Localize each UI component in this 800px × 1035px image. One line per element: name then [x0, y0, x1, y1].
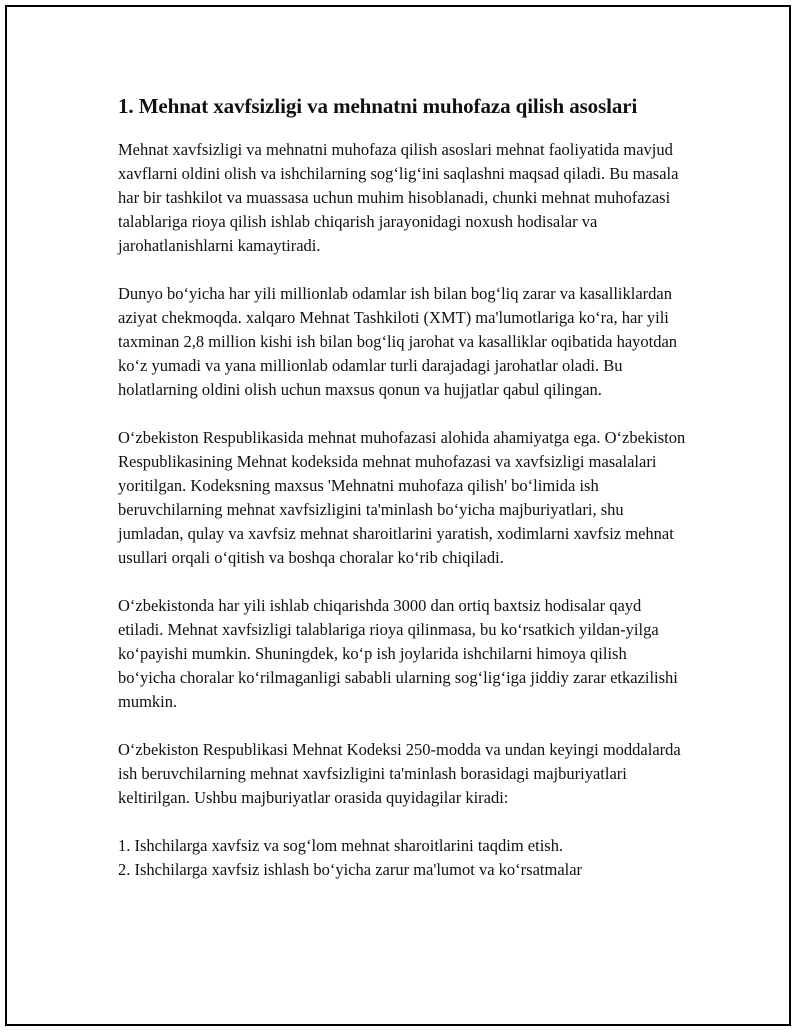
paragraph-world-statistics: Dunyo bo‘yicha har yili millionlab odamlar ish bilan bog‘liq zarar va kasalliklardan aziyat chekmoqda. xalqaro Mehnat Tashkiloti (XMT) ma'lumotlariga ko‘ra, har yili taxminan 2,8 million kishi ish bilan bog‘liq jarohat va kasalliklar oqibatida hayotdan ko‘z yumadi va yana millionlab odamlar turli darajadagi jarohatlar oladi. Bu holatlarning oldini olish uchun maxsus qonun va hujjatlar qabul qilingan. — [118, 284, 678, 399]
section-heading: 1. Mehnat xavfsizligi va mehnatni muhofaza qilish asoslari — [118, 94, 638, 118]
paragraph-intro: Mehnat xavfsizligi va mehnatni muhofaza qilish asoslari mehnat faoliyatida mavjud xavflarni oldini olish va ishchilarning sog‘lig‘ini saqlashni maqsad qiladi. Bu masala har bir tashkilot va muassasa uchun muhim hisoblanadi, chunki mehnat muhofazasi talablariga rioya qilish ishlab chiqarish jarayonidagi noxush hodisalar va jarohatlanishlarni kamaytiradi. — [118, 140, 679, 255]
paragraph-uzbekistan-law: O‘zbekiston Respublikasida mehnat muhofazasi alohida ahamiyatga ega. O‘zbekiston Respublikasining Mehnat kodeksida mehnat muhofazasi va xavfsizligi masalalari yoritilgan. Kodeksning maxsus 'Mehnatni muhofaza qilish' bo‘limida ish beruvchilarning mehnat xavfsizligini ta'minlash bo‘yicha majburiyatlari, shu jumladan, qulay va xavfsiz mehnat sharoitlarini yaratish, xodimlarni xavfsiz mehnat usullari orqali o‘qitish va boshqa choralar ko‘rib chiqiladi. — [118, 428, 686, 567]
paragraph-labor-code-obligations: O‘zbekiston Respublikasi Mehnat Kodeksi 250-modda va undan keyingi moddalarda ish beruvchilarning mehnat xavfsizligini ta'minlash borasidagi majburiyatlari keltirilgan. Ushbu majburiyatlar orasida quyidagilar kiradi: — [118, 740, 681, 807]
list-item: 1. Ishchilarga xavfsiz va sog‘lom mehnat sharoitlarini taqdim etish. — [118, 836, 564, 855]
paragraph-accident-statistics: O‘zbekistonda har yili ishlab chiqarishda 3000 dan ortiq baxtsiz hodisalar qayd etiladi. Mehnat xavfsizligi talablariga rioya qilinmasa, bu ko‘rsatkich yildan-yilga ko‘payishi mumkin. Shuningdek, ko‘p ish joylarida ishchilarni himoya qilish bo‘yicha choralar ko‘rilmaganligi sababli ularning sog‘lig‘iga jiddiy zarar etkazilishi mumkin. — [118, 596, 678, 711]
list-item: 2. Ishchilarga xavfsiz ishlash bo‘yicha zarur ma'lumot va ko‘rsatmalar — [118, 860, 583, 879]
document-body — [118, 91, 688, 882]
